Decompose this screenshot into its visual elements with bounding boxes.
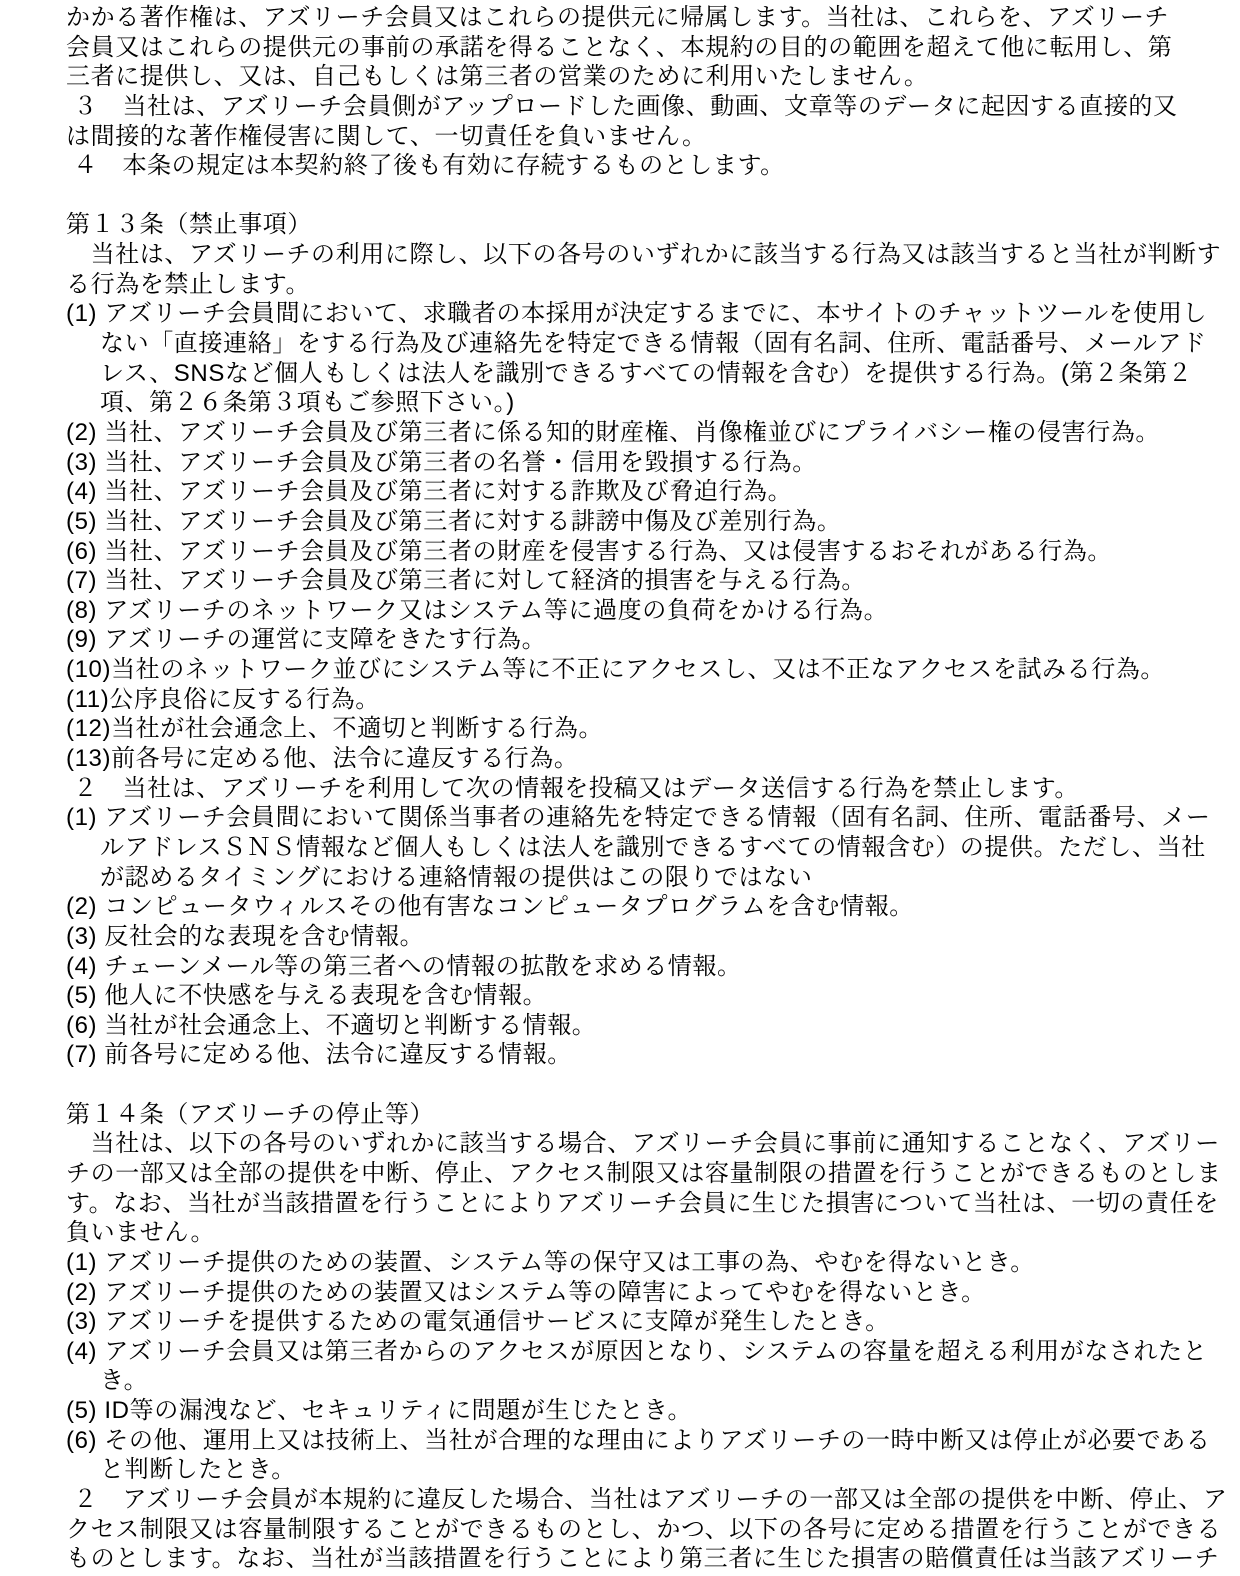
list-item: [66, 418, 1180, 448]
article-heading: [66, 1100, 1180, 1130]
paragraph: [66, 1129, 1222, 1248]
text-line: (5) ID等の漏洩など、セキュリティに問題が生じたとき。: [66, 1397, 693, 1425]
list-item: [66, 744, 1180, 774]
text-line: (2) コンピュータウィルスその他有害なコンピュータプログラムを含む情報。: [66, 893, 914, 921]
list-item: [66, 655, 1180, 685]
list-item: [66, 1248, 1180, 1278]
text-line: (5) 他人に不快感を与える表現を含む情報。: [66, 982, 548, 1010]
article-heading-text: 第１４条（アズリーチの停止等）: [66, 1100, 435, 1128]
text-line: (3) アズリーチを提供するための電気通信サービスに支障が発生したとき。: [66, 1308, 890, 1336]
text-line: (6) その他、運用上又は技術上、当社が合理的な理由によりアズリーチの一時中断又は停止が必要である: [66, 1426, 1211, 1454]
text-line: (12)当社が社会通念上、不適切と判断する行為。: [66, 715, 604, 743]
list-item: [66, 1040, 1180, 1070]
text-line: ものとします。なお、当社が当該措置を行うことにより第三者に生じた損害の賠償責任は当該アズリーチ: [66, 1545, 1220, 1573]
text-line: (2) アズリーチ提供のための装置又はシステム等の障害によってやむを得ないとき。: [66, 1278, 986, 1306]
text-line: ２ アズリーチ会員が本規約に違反した場合、当社はアズリーチの一部又は全部の提供を中断、停止、ア: [66, 1486, 1228, 1514]
text-line: (5) 当社、アズリーチ会員及び第三者に対する誹謗中傷及び差別行為。: [66, 507, 842, 535]
text-line: 項、第２６条第３項もご参照下さい。): [100, 389, 515, 417]
paragraph: [66, 3, 1180, 92]
blank-line: [66, 181, 1180, 211]
list-item: [66, 477, 1180, 507]
text-line: (13)前各号に定める他、法令に違反する行為。: [66, 745, 579, 773]
paragraph: [66, 774, 1180, 804]
text-line: 当社は、アズリーチの利用に際し、以下の各号のいずれかに該当する行為又は該当すると当社が判断す: [66, 241, 1222, 269]
list-item: [66, 537, 1180, 567]
text-line: が認めるタイミングにおける連絡情報の提供はこの限りではない: [100, 863, 813, 891]
text-line: 三者に提供し、又は、自己もしくは第三者の営業のために利用いたしません。: [66, 63, 929, 91]
text-line: (1) アズリーチ会員間において関係当事者の連絡先を特定できる情報（固有名詞、住所、電話番号、メー: [66, 804, 1211, 832]
text-line: クセス制限又は容量制限することができるものとし、かつ、以下の各号に定める措置を行うことができる: [66, 1515, 1222, 1543]
paragraph: [66, 92, 1180, 151]
text-line: ４ 本条の規定は本契約終了後も有効に存続するものとします。: [66, 152, 785, 180]
text-line: (7) 当社、アズリーチ会員及び第三者に対して経済的損害を与える行為。: [66, 567, 867, 595]
text-line: ない「直接連絡」をする行為及び連絡先を特定できる情報（固有名詞、住所、電話番号、メールアド: [100, 330, 1207, 358]
text-line: す。なお、当社が当該措置を行うことによりアズリーチ会員に生じた損害について当社は、一切の責任を: [66, 1189, 1219, 1217]
paragraph: [66, 1485, 1228, 1574]
text-line: (2) 当社、アズリーチ会員及び第三者に係る知的財産権、肖像権並びにプライバシー権の侵害行為。: [66, 418, 1161, 446]
text-line: (6) 当社が社会通念上、不適切と判断する情報。: [66, 1011, 597, 1039]
text-line: と判断したとき。: [100, 1456, 296, 1484]
article-heading: [66, 210, 1180, 240]
list-item: [66, 1307, 1180, 1337]
list-item: [66, 448, 1180, 478]
text-line: [66, 181, 1180, 211]
list-item: [66, 596, 1180, 626]
list-item: [66, 892, 1180, 922]
text-line: (7) 前各号に定める他、法令に違反する情報。: [66, 1041, 572, 1069]
text-line: 会員又はこれらの提供元の事前の承諾を得ることなく、本規約の目的の範囲を超えて他に転用し、第: [66, 33, 1173, 61]
list-item: [66, 1396, 1180, 1426]
list-item: [66, 1426, 1211, 1485]
list-item: [66, 507, 1180, 537]
text-line: (3) 当社、アズリーチ会員及び第三者の名誉・信用を毀損する行為。: [66, 448, 817, 476]
list-item: [66, 714, 1180, 744]
list-item: [66, 1278, 1180, 1308]
list-item: [66, 922, 1180, 952]
text-line: (6) 当社、アズリーチ会員及び第三者の財産を侵害する行為、又は侵害するおそれがある行為。: [66, 537, 1113, 565]
text-line: (4) アズリーチ会員又は第三者からのアクセスが原因となり、システムの容量を超える利用がなされたと: [66, 1337, 1208, 1365]
list-item: [66, 981, 1180, 1011]
text-line: チの一部又は全部の提供を中断、停止、アクセス制限又は容量制限の措置を行うことができるものとしま: [66, 1159, 1222, 1187]
text-line: かかる著作権は、アズリーチ会員又はこれらの提供元に帰属します。当社は、これらを、アズリーチ: [66, 4, 1170, 31]
text-line: ２ 当社は、アズリーチを利用して次の情報を投稿又はデータ送信する行為を禁止します。: [66, 774, 1079, 802]
blank-line: [66, 1070, 1180, 1100]
text-line: ３ 当社は、アズリーチ会員側がアップロードした画像、動画、文章等のデータに起因する直接的又: [66, 92, 1178, 120]
text-line: は間接的な著作権侵害に関して、一切責任を負いません。: [66, 122, 707, 150]
paragraph: [66, 151, 1180, 181]
text-line: (1) アズリーチ会員間において、求職者の本採用が決定するまでに、本サイトのチャットツールを使用し: [66, 300, 1208, 328]
list-item: [66, 1337, 1208, 1396]
paragraph: [66, 240, 1222, 299]
text-line: る行為を禁止します。: [66, 270, 311, 298]
text-line: (11)公序良俗に反する行為。: [66, 685, 380, 713]
text-line: (4) チェーンメール等の第三者への情報の拡散を求める情報。: [66, 952, 742, 980]
text-line: (3) 反社会的な表現を含む情報。: [66, 922, 425, 950]
text-line: 負いません。: [66, 1219, 216, 1247]
list-item: [66, 299, 1208, 418]
list-item: [66, 803, 1211, 892]
text-line: き。: [100, 1367, 149, 1395]
text-line: [66, 1070, 1180, 1100]
text-line: レス、SNSなど個人もしくは法人を識別できるすべての情報を含む）を提供する行為。(第２条第２: [100, 359, 1193, 387]
text-line: (4) 当社、アズリーチ会員及び第三者に対する詐欺及び脅迫行為。: [66, 478, 793, 506]
text-line: (1) アズリーチ提供のための装置、システム等の保守又は工事の為、やむを得ないとき。: [66, 1248, 1035, 1276]
text-line: (10)当社のネットワーク並びにシステム等に不正にアクセスし、又は不正なアクセスを試みる行為。: [66, 656, 1166, 684]
list-item: [66, 952, 1180, 982]
article-heading-text: 第１３条（禁止事項）: [66, 211, 312, 239]
text-line: (8) アズリーチのネットワーク又はシステム等に過度の負荷をかける行為。: [66, 596, 889, 624]
list-item: [66, 625, 1180, 655]
list-item: [66, 1011, 1180, 1041]
list-item: [66, 566, 1180, 596]
text-line: 当社は、以下の各号のいずれかに該当する場合、アズリーチ会員に事前に通知することなく、アズリー: [66, 1130, 1220, 1158]
list-item: [66, 685, 1180, 715]
text-line: ルアドレスＳＮＳ情報など個人もしくは法人を識別できるすべての情報含む）の提供。ただし、当社: [100, 833, 1206, 861]
text-line: (9) アズリーチの運営に支障をきたす行為。: [66, 626, 547, 654]
